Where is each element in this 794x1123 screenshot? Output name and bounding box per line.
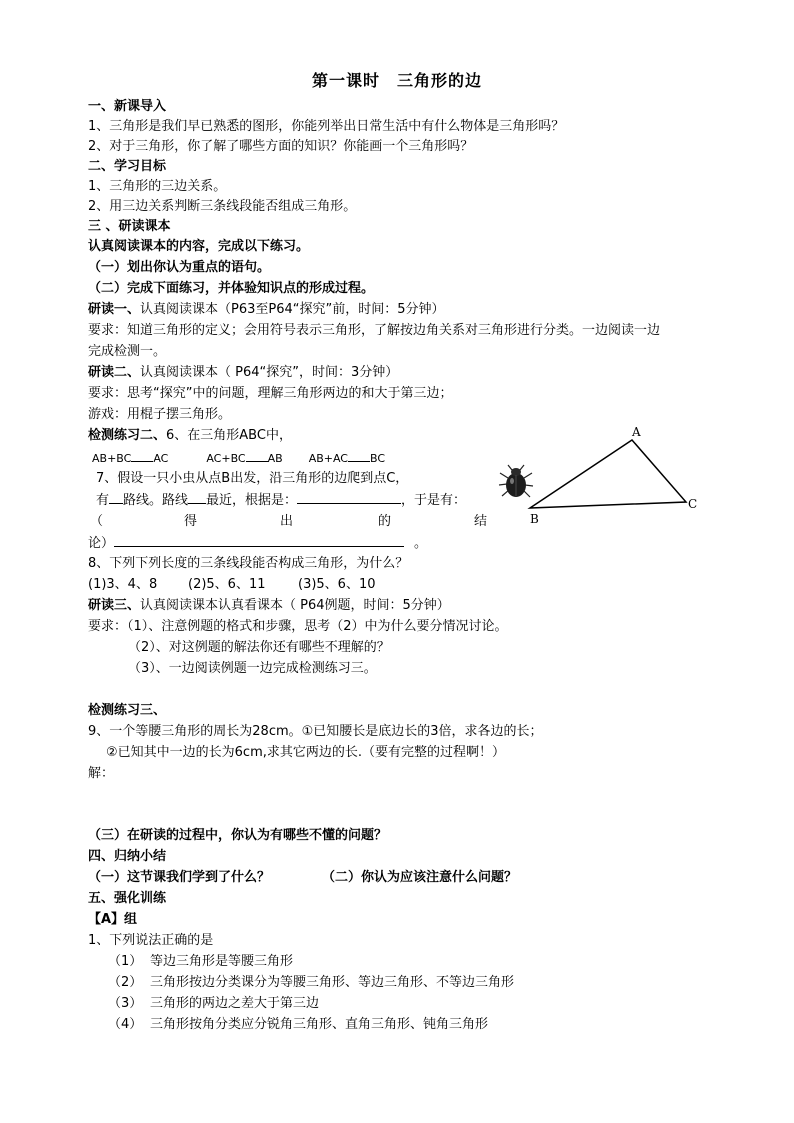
ineq-3-right: BC bbox=[370, 452, 386, 465]
question-8: 8、下列下列长度的三条线段能否构成三角形，为什么？ bbox=[88, 556, 409, 571]
practice-item-1-text: 等边三角形是等腰三角形 bbox=[150, 954, 294, 969]
summary-a: （一）这节课我们学到了什么？ bbox=[88, 870, 271, 885]
section-1-heading: 一、新课导入 bbox=[88, 99, 167, 114]
check-2-title: 检测练习二、 bbox=[88, 428, 167, 443]
practice-item-2-text: 三角形按边分类课分为等腰三角形、等边三角形、不等边三角形 bbox=[150, 975, 515, 990]
page-title: 第一课时 三角形的边 bbox=[311, 71, 482, 90]
practice-item-4-num: （4） bbox=[108, 1017, 143, 1032]
check-2 bbox=[88, 427, 292, 445]
q7-conclusion-char-2: 得 bbox=[184, 514, 198, 529]
check-2-text: 6、在三角形ABC中， bbox=[166, 428, 292, 443]
question-7-line1: 7、假设一只小虫从点B出发，沿三角形的边爬到点C， bbox=[96, 471, 409, 486]
q7-conclusion-end bbox=[88, 534, 427, 553]
inequality-row bbox=[92, 449, 385, 468]
study-3-title: 研读三、 bbox=[88, 598, 141, 613]
q8-option-1: (1)3、4、8 bbox=[88, 577, 158, 592]
summary-b: （二）你认为应该注意什么问题？ bbox=[322, 870, 518, 885]
triangle-abc-figure bbox=[520, 420, 710, 530]
ineq-1-right: AC bbox=[153, 452, 169, 465]
section-4-heading: 四、归纳小结 bbox=[88, 849, 167, 864]
study-1-text: 认真阅读课本（P63至P64“探究”前，时间：5分钟） bbox=[140, 302, 445, 317]
part-1: （一）划出你认为重点的语句。 bbox=[88, 260, 271, 275]
q7-conclusion-char-3: 出 bbox=[280, 514, 294, 529]
q7-blank-shortest[interactable] bbox=[188, 491, 206, 504]
q7-conclusion-char-1: （ bbox=[90, 514, 104, 529]
study-3 bbox=[88, 597, 450, 615]
practice-item-4-text: 三角形按角分类应分锐角三角形、直角三角形、钝角三角形 bbox=[150, 1017, 489, 1032]
ineq-3-blank[interactable] bbox=[348, 449, 370, 462]
q7-text-a: 有 bbox=[96, 493, 110, 508]
study-2-req: 要求：思考“探究”中的问题，理解三角形两边的和大于第三边； bbox=[88, 386, 453, 401]
goal-1: 1、三角形的三边关系。 bbox=[88, 179, 227, 194]
question-2: 2、对于三角形，你了解了哪些方面的知识？你能画一个三角形吗？ bbox=[88, 139, 474, 154]
study-2-title: 研读二、 bbox=[88, 365, 141, 380]
question-1: 1、三角形是我们早已熟悉的图形，你能列举出日常生活中有什么物体是三角形吗？ bbox=[88, 119, 565, 134]
study-1-req-line1: 要求：知道三角形的定义；会用符号表示三角形，了解按边角关系对三角形进行分类。一边阅读一边 bbox=[88, 323, 661, 338]
study-1 bbox=[88, 301, 445, 319]
triangle-abc bbox=[530, 440, 686, 508]
q7-blank-conclusion[interactable] bbox=[114, 534, 404, 547]
q7-conclusion-char-4: 的 bbox=[378, 514, 392, 529]
practice-question-1: 1、下列说法正确的是 bbox=[88, 933, 214, 948]
ineq-2-right: AB bbox=[267, 452, 283, 465]
study-1-req-line2: 完成检测一。 bbox=[88, 344, 167, 359]
question-9-line2: ②已知其中一边的长为6cm,求其它两边的长.（要有完整的过程啊！） bbox=[106, 745, 506, 760]
vertex-label-c: C bbox=[688, 497, 698, 511]
study-3-req-2: （2）、对这例题的解法你还有哪些不理解的？ bbox=[128, 640, 390, 655]
beetle-icon bbox=[496, 464, 536, 500]
study-2 bbox=[88, 364, 398, 382]
study-3-text: 认真阅读课本认真看课本（ P64例题，时间：5分钟） bbox=[140, 598, 450, 613]
q7-text-c: 最近，根据是： bbox=[206, 493, 298, 508]
section-5-heading: 五、强化训练 bbox=[88, 891, 167, 906]
q7-end-b: 。 bbox=[414, 536, 428, 551]
q7-text-b: 路线。路线 bbox=[123, 493, 189, 508]
question-7-line2 bbox=[96, 491, 466, 510]
study-1-title: 研读一、 bbox=[88, 302, 141, 317]
section-3-intro: 认真阅读课本的内容，完成以下练习。 bbox=[88, 239, 310, 254]
q7-text-d: ，于是有： bbox=[401, 493, 467, 508]
study-2-text: 认真阅读课本（ P64“探究”，时间：3分钟） bbox=[140, 365, 399, 380]
practice-item-3-num: （3） bbox=[108, 996, 143, 1011]
ineq-1-blank[interactable] bbox=[131, 449, 153, 462]
q7-blank-routes[interactable] bbox=[109, 491, 123, 504]
practice-item-2-num: （2） bbox=[108, 975, 143, 990]
study-3-req-1: 要求：（1）、注意例题的格式和步骤，思考（2）中为什么要分情况讨论。 bbox=[88, 619, 508, 634]
section-3-heading: 三 、研读课本 bbox=[88, 219, 171, 234]
part-3: （三）在研读的过程中，你认为有哪些不懂的问题？ bbox=[88, 828, 388, 843]
question-9-line1: 9、一个等腰三角形的周长为28cm。①已知腰长是底边长的3倍，求各边的长； bbox=[88, 724, 543, 739]
ineq-2-blank[interactable] bbox=[246, 449, 268, 462]
q8-option-2: (2)5、6、11 bbox=[188, 577, 266, 592]
ineq-3-left: AB+AC bbox=[308, 452, 348, 465]
q7-conclusion-char-5: 结 bbox=[474, 514, 488, 529]
section-2-heading: 二、学习目标 bbox=[88, 159, 167, 174]
ineq-2-left: AC+BC bbox=[206, 452, 246, 465]
practice-item-3-text: 三角形的两边之差大于第三边 bbox=[150, 996, 320, 1011]
study-2-game: 游戏：用棍子摆三角形。 bbox=[88, 407, 232, 422]
solution-label: 解： bbox=[88, 766, 115, 781]
study-3-req-3: （3）、一边阅读例题一边完成检测练习三。 bbox=[128, 661, 377, 676]
part-2: （二）完成下面练习，并体验知识点的形成过程。 bbox=[88, 281, 375, 296]
ineq-1-left: AB+BC bbox=[92, 452, 132, 465]
goal-2: 2、用三边关系判断三条线段能否组成三角形。 bbox=[88, 199, 357, 214]
q7-blank-reason[interactable] bbox=[297, 491, 401, 504]
check-3-title: 检测练习三、 bbox=[88, 703, 167, 718]
group-a-label: 【A】组 bbox=[88, 912, 138, 927]
q8-option-3: (3)5、6、10 bbox=[298, 577, 376, 592]
vertex-label-a: A bbox=[632, 425, 641, 439]
q7-end-a: 论） bbox=[88, 536, 115, 551]
practice-item-1-num: （1） bbox=[108, 954, 143, 969]
vertex-label-b: B bbox=[530, 512, 539, 526]
